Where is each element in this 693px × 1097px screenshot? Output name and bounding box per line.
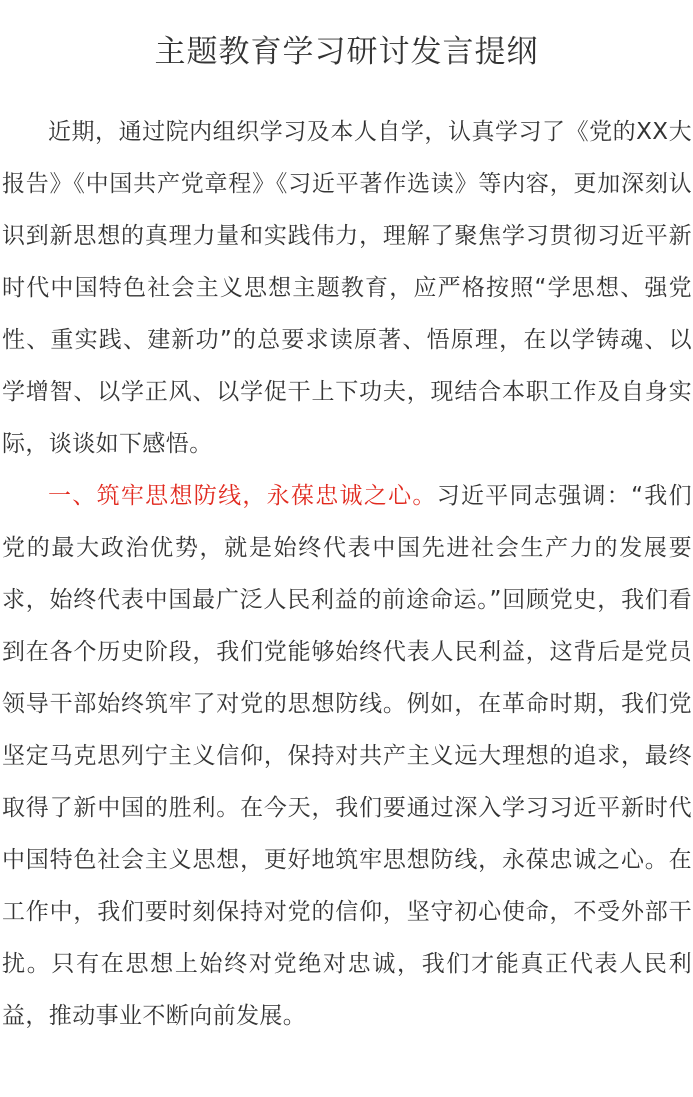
section-one-text: 习近平同志强调：“我们党的最大政治优势，就是始终代表中国先进社会生产力的发展要求，始终代表中国最广泛人民利益的前途命运。”回顾党史，我们看到在各个历史阶段，我们党能够始终代表人民利益，这背后是党员领导干部始终筑牢了对党的思想防线。例如，在革命时期，我们党坚定马克思列宁主义信仰，保持对共产主义远大理想的追求，最终取得了新中国的胜利。在今天，我们要通过深入学习习近平新时代中国特色社会主义思想，更好地筑牢思想防线，永葆忠诚之心。在工作中，我们要时刻保持对党的信仰，坚守初心使命，不受外部干扰。只有在思想上始终对党绝对忠诚，我们才能真正代表人民利益，推动事业不断向前发展。 [2, 483, 692, 1029]
section-one-heading: 一、筑牢思想防线，永葆忠诚之心。 [48, 483, 437, 509]
intro-paragraph: 近期，通过院内组织学习及本人自学，认真学习了《党的XX大报告》《中国共产党章程》《习近平著作选读》等内容，更加深刻认识到新思想的真理力量和实践伟力，理解了聚焦学习贯彻习近平新时代中国特色社会主义思想主题教育，应严格按照“学思想、强党性、重实践、建新功”的总要求读原著、悟原理，在以学铸魂、以学增智、以学正风、以学促干上下功夫，现结合本职工作及自身实际，谈谈如下感悟。 [2, 119, 692, 457]
document-body [2, 106, 692, 1042]
section-one-paragraph [2, 470, 692, 1042]
document-title: 主题教育学习研讨发言提纲 [154, 34, 539, 70]
